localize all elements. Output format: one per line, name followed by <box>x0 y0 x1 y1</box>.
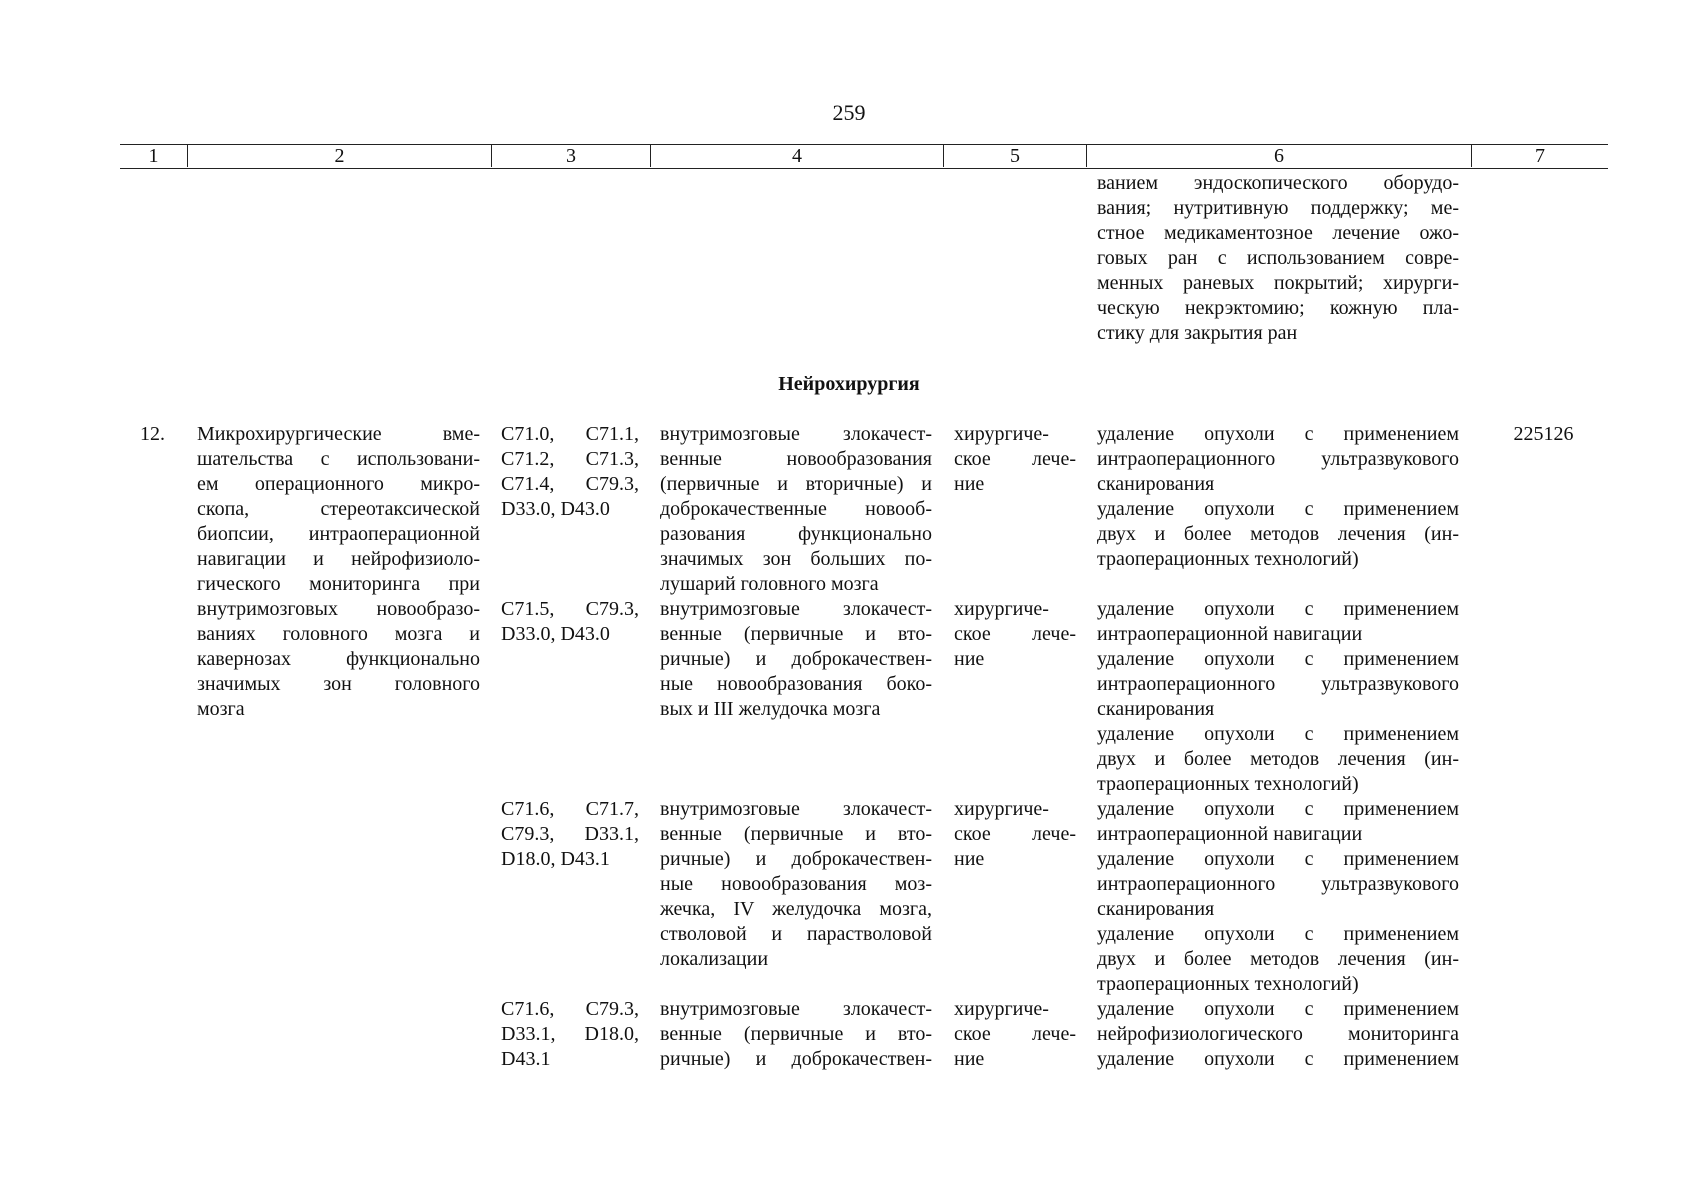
method-line: сканирования <box>1097 698 1215 720</box>
method-line: интраоперационного ультразвукового <box>1097 448 1459 470</box>
column-header-5: 5 <box>943 145 1086 167</box>
section-title: Нейрохирургия <box>778 373 920 395</box>
table-header <box>120 144 1608 169</box>
model-line: лушарий головного мозга <box>660 573 879 595</box>
subrow-1-codes <box>501 422 639 522</box>
row-name-line: биопсии, интраоперационной <box>197 523 480 545</box>
model-line: (первичные и вторичные) и <box>660 473 932 495</box>
subrow-1-model <box>660 422 932 597</box>
continuation-line: стику для закрытия ран <box>1097 322 1298 344</box>
subrow-3-treatment <box>954 797 1076 872</box>
row-name-line: ем операционного микро- <box>197 473 480 495</box>
subrow-2-codes <box>501 597 639 647</box>
model-line: доброкачественные новооб- <box>660 498 932 520</box>
continuation-line: ческую некрэктомию; кожную пла- <box>1097 297 1459 319</box>
subrow-2-model <box>660 597 932 722</box>
subrow-3-codes <box>501 797 639 872</box>
model-line: ные новообразования боко- <box>660 673 932 695</box>
subrow-3-methods <box>1097 797 1459 997</box>
row-name-line: гического мониторинга при <box>197 573 480 595</box>
method-line: двух и более методов лечения (ин- <box>1097 748 1459 770</box>
method-line: интраоперационной навигации <box>1097 623 1363 645</box>
column-header-2: 2 <box>187 145 491 167</box>
model-line: разования функционально <box>660 523 932 545</box>
method-line: удаление опухоли с применением <box>1097 423 1459 445</box>
code-line: D33.0, D43.0 <box>501 498 610 520</box>
model-line: ричные) и доброкачествен- <box>660 648 932 670</box>
model-line: ричные) и доброкачествен- <box>660 848 932 870</box>
code-line: C71.6, C79.3, <box>501 998 639 1020</box>
row-name-line: навигации и нейрофизиоло- <box>197 548 480 570</box>
code-line: C71.2, C71.3, <box>501 448 639 470</box>
code-line: C71.0, C71.1, <box>501 423 639 445</box>
treatment-line: ние <box>954 648 985 670</box>
model-line: ричные) и доброкачествен- <box>660 1048 932 1070</box>
row-name <box>197 422 480 722</box>
model-line: жечка, IV желудочка мозга, <box>660 898 932 920</box>
code-line: C71.5, C79.3, <box>501 598 639 620</box>
row-name-line: мозга <box>197 698 245 720</box>
method-line: интраоперационного ультразвукового <box>1097 673 1459 695</box>
row-name-line: скопа, стереотаксической <box>197 498 480 520</box>
row-cost: 225126 <box>1513 423 1574 445</box>
method-line: интраоперационного ультразвукового <box>1097 873 1459 895</box>
method-line: удаление опухоли с применением <box>1097 648 1459 670</box>
continuation-line: говых ран с использованием совре- <box>1097 247 1459 269</box>
model-line: внутримозговые злокачест- <box>660 998 932 1020</box>
row-name-line: Микрохирургические вме- <box>197 423 480 445</box>
treatment-line: ние <box>954 848 985 870</box>
model-line: венные (первичные и вто- <box>660 823 932 845</box>
treatment-line: ское лече- <box>954 623 1076 645</box>
code-line: D33.0, D43.0 <box>501 623 610 645</box>
column-header-7: 7 <box>1471 145 1608 167</box>
code-line: D43.1 <box>501 1048 551 1070</box>
method-line: сканирования <box>1097 473 1215 495</box>
code-line: C79.3, D33.1, <box>501 823 639 845</box>
treatment-line: ние <box>954 473 985 495</box>
continuation-methods <box>1097 171 1459 346</box>
treatment-line: хирургиче- <box>954 798 1049 820</box>
subrow-4-treatment <box>954 997 1076 1072</box>
row-name-line: шательства с использовани- <box>197 448 480 470</box>
model-line: внутримозговые злокачест- <box>660 598 932 620</box>
method-line: интраоперационной навигации <box>1097 823 1363 845</box>
model-line: значимых зон больших по- <box>660 548 932 570</box>
subrow-2-treatment <box>954 597 1076 672</box>
model-line: внутримозговые злокачест- <box>660 423 932 445</box>
row-name-line: внутримозговых новообразо- <box>197 598 480 620</box>
method-line: удаление опухоли с применением <box>1097 998 1459 1020</box>
row-name-line: ваниях головного мозга и <box>197 623 480 645</box>
continuation-line: ванием эндоскопического оборудо- <box>1097 172 1459 194</box>
method-line: удаление опухоли с применением <box>1097 848 1459 870</box>
method-line: траоперационных технологий) <box>1097 548 1359 570</box>
method-line: траоперационных технологий) <box>1097 773 1359 795</box>
method-line: нейрофизиологического мониторинга <box>1097 1023 1459 1045</box>
method-line: удаление опухоли с применением <box>1097 723 1459 745</box>
model-line: венные (первичные и вто- <box>660 1023 932 1045</box>
subrow-1-treatment <box>954 422 1076 497</box>
code-line: D33.1, D18.0, <box>501 1023 639 1045</box>
row-number: 12. <box>140 423 165 445</box>
treatment-line: хирургиче- <box>954 423 1049 445</box>
column-header-4: 4 <box>650 145 943 167</box>
model-line: ные новообразования моз- <box>660 873 932 895</box>
model-line: вых и III желудочка мозга <box>660 698 881 720</box>
treatment-line: хирургиче- <box>954 998 1049 1020</box>
method-line: удаление опухоли с применением <box>1097 598 1459 620</box>
method-line: двух и более методов лечения (ин- <box>1097 523 1459 545</box>
code-line: C71.6, C71.7, <box>501 798 639 820</box>
column-header-1: 1 <box>148 145 159 167</box>
code-line: C71.4, C79.3, <box>501 473 639 495</box>
model-line: стволовой и парастволовой <box>660 923 932 945</box>
treatment-line: хирургиче- <box>954 598 1049 620</box>
subrow-4-methods <box>1097 997 1459 1072</box>
treatment-line: ское лече- <box>954 823 1076 845</box>
treatment-line: ское лече- <box>954 1023 1076 1045</box>
method-line: сканирования <box>1097 898 1215 920</box>
model-line: внутримозговые злокачест- <box>660 798 932 820</box>
model-line: венные (первичные и вто- <box>660 623 932 645</box>
row-name-line: значимых зон головного <box>197 673 480 695</box>
model-line: локализации <box>660 948 769 970</box>
continuation-line: вания; нутритивную поддержку; ме- <box>1097 197 1459 219</box>
method-line: двух и более методов лечения (ин- <box>1097 948 1459 970</box>
method-line: удаление опухоли с применением <box>1097 1048 1459 1070</box>
method-line: удаление опухоли с применением <box>1097 923 1459 945</box>
continuation-line: стное медикаментозное лечение ожо- <box>1097 222 1459 244</box>
subrow-1-methods <box>1097 422 1459 572</box>
treatment-line: ское лече- <box>954 448 1076 470</box>
method-line: удаление опухоли с применением <box>1097 798 1459 820</box>
row-name-line: кавернозах функционально <box>197 648 480 670</box>
subrow-3-model <box>660 797 932 972</box>
model-line: венные новообразования <box>660 448 932 470</box>
page-number: 259 <box>832 100 866 125</box>
method-line: траоперационных технологий) <box>1097 973 1359 995</box>
method-line: удаление опухоли с применением <box>1097 498 1459 520</box>
subrow-2-methods <box>1097 597 1459 797</box>
column-header-6: 6 <box>1086 145 1471 167</box>
treatment-line: ние <box>954 1048 985 1070</box>
subrow-4-model <box>660 997 932 1072</box>
column-header-3: 3 <box>491 145 650 167</box>
continuation-line: менных раневых покрытий; хирурги- <box>1097 272 1459 294</box>
code-line: D18.0, D43.1 <box>501 848 610 870</box>
subrow-4-codes <box>501 997 639 1072</box>
